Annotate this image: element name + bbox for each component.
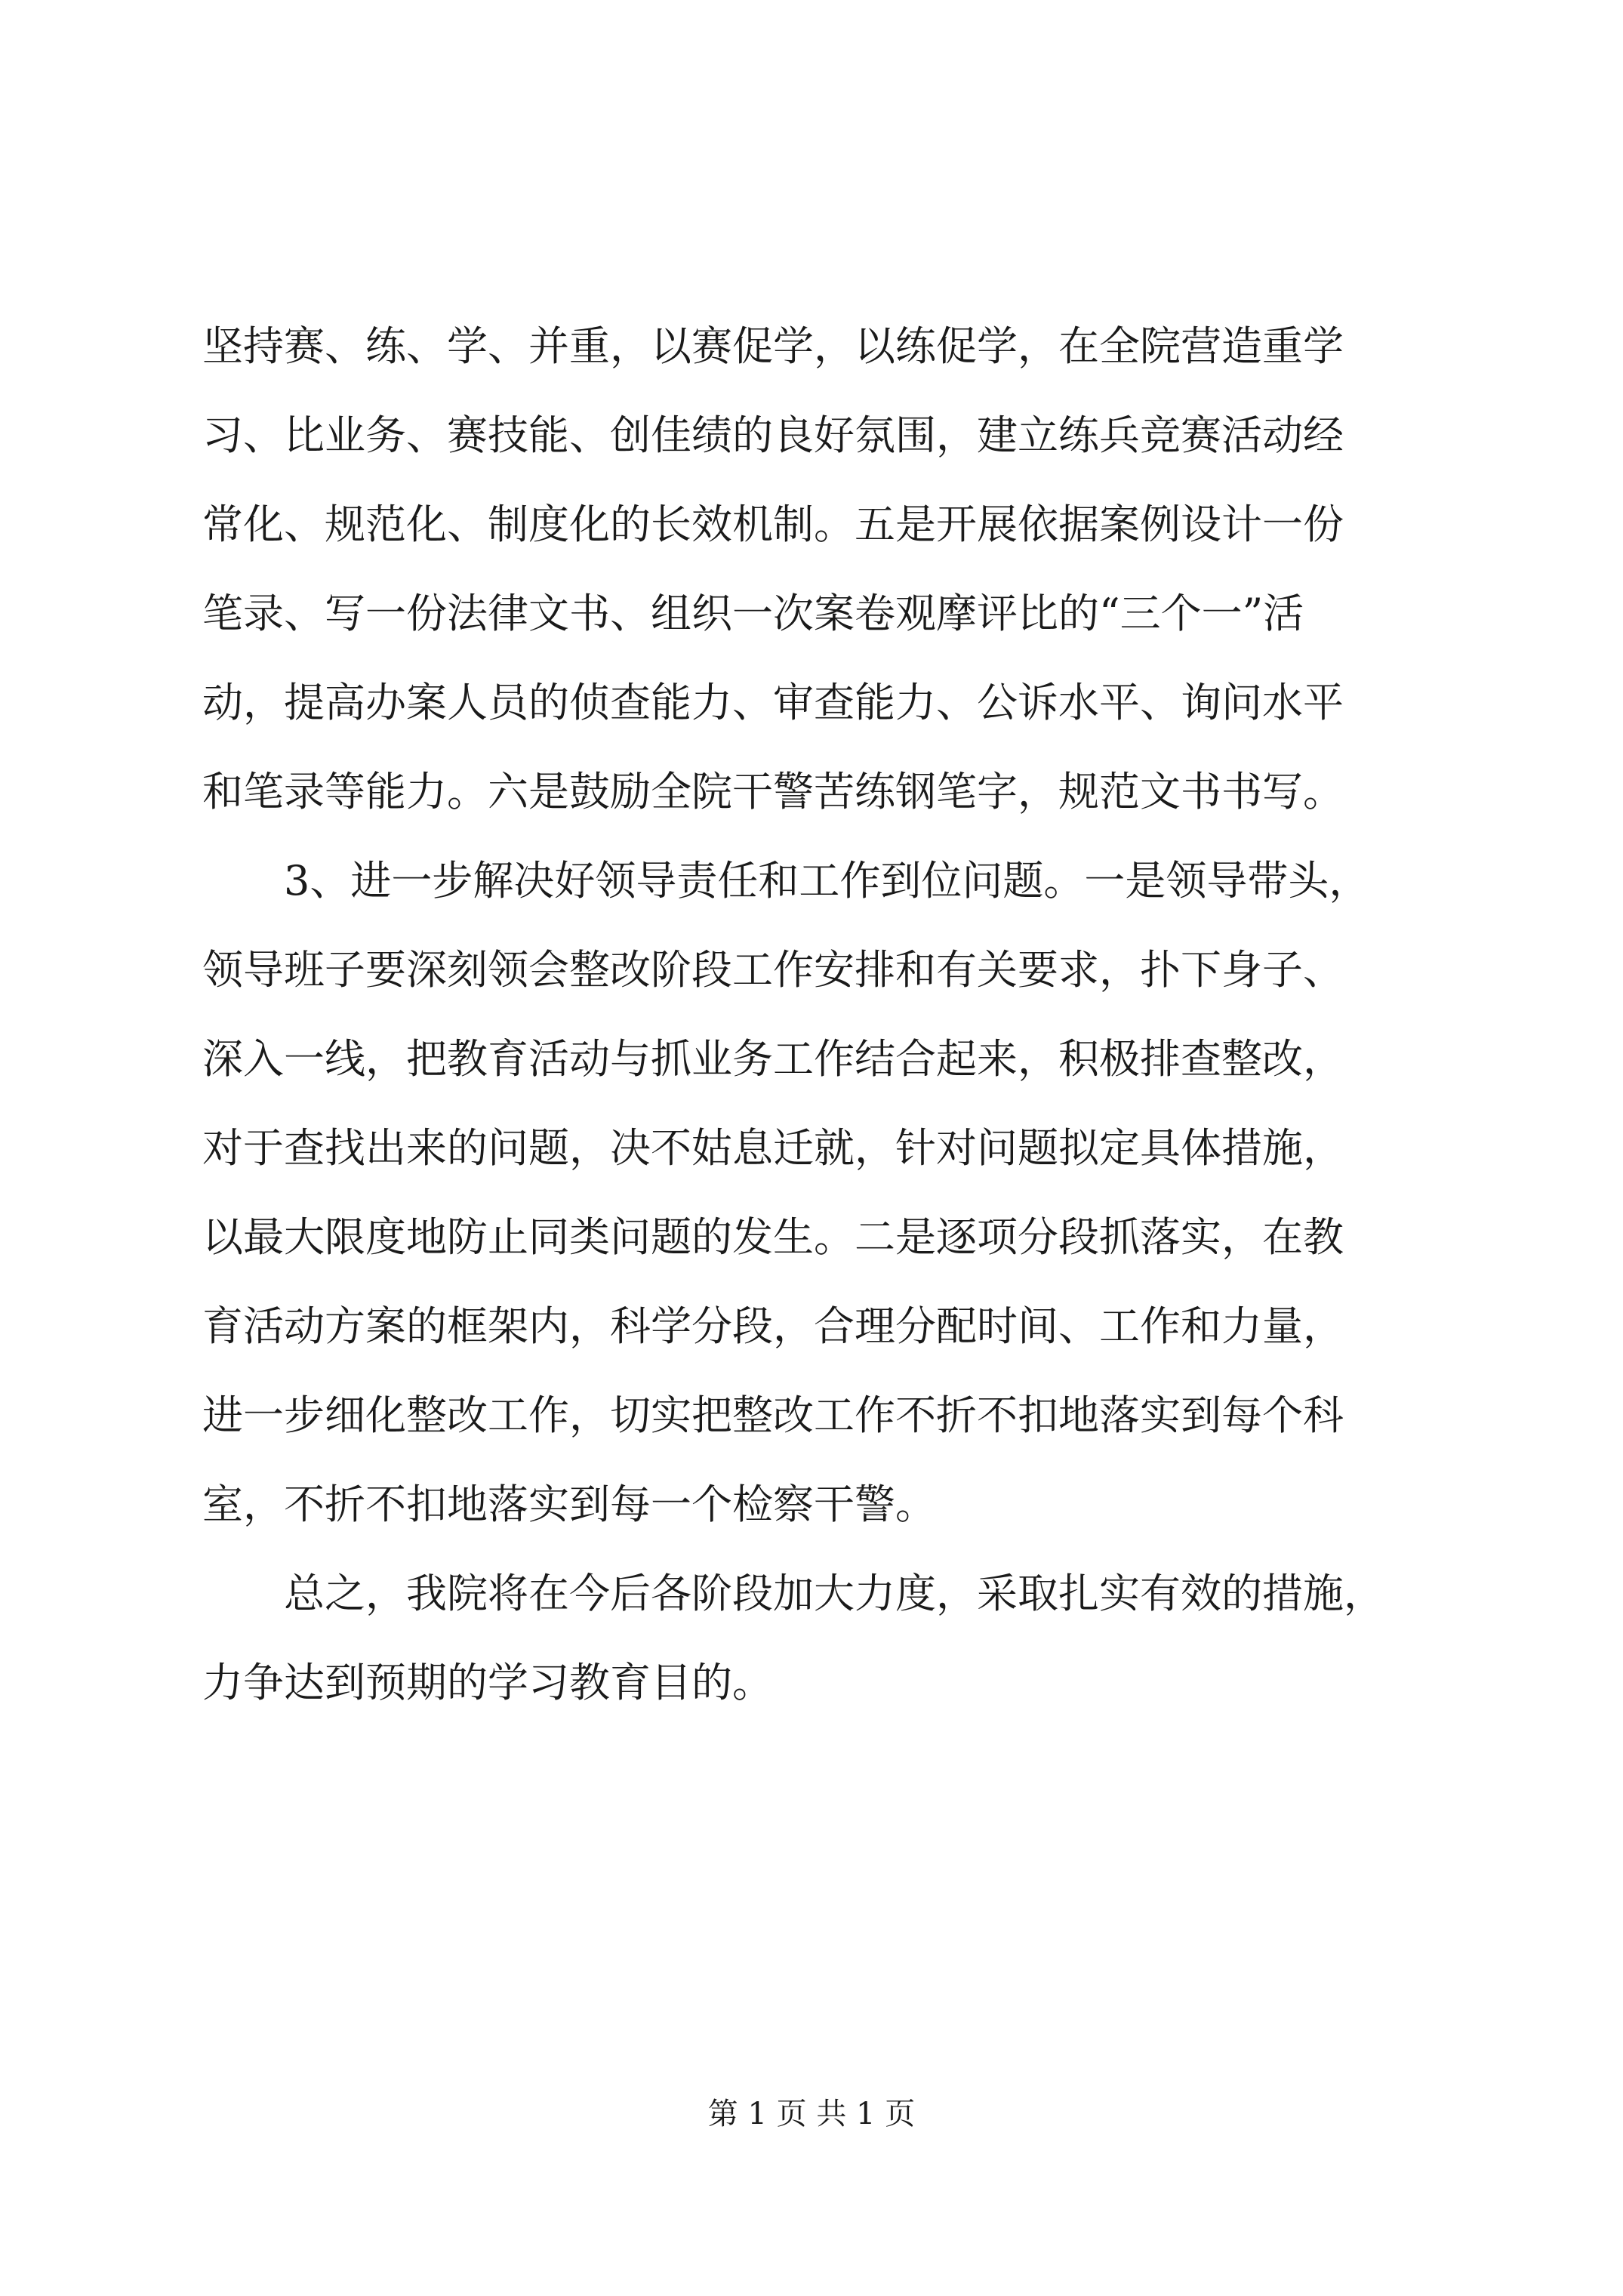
paragraph-line: 室，不折不扣地落实到每一个检察干警。	[202, 1481, 936, 1528]
page-footer: 第 1 页 共 1 页	[707, 2097, 916, 2131]
paragraph-line: 动，提高办案人员的侦查能力、审查能力、公诉水平、询问水平	[202, 679, 1344, 726]
paragraph-line: 坚持赛、练、学、并重，以赛促学，以练促学，在全院营造重学	[202, 322, 1344, 370]
paragraph-line: 总之，我院将在今后各阶段加大力度，采取扎实有效的措施，	[284, 1570, 1384, 1617]
paragraph-line: 领导班子要深刻领会整改阶段工作安排和有关要求，扑下身子、	[202, 946, 1344, 994]
paragraph-line: 3、进一步解决好领导责任和工作到位问题。一是领导带头，	[284, 857, 1370, 905]
paragraph-line: 对于查找出来的问题，决不姑息迁就，针对问题拟定具体措施，	[202, 1124, 1344, 1172]
paragraph-line: 深入一线，把教育活动与抓业务工作结合起来，积极排查整改，	[202, 1035, 1344, 1083]
paragraph-line: 进一步细化整改工作，切实把整改工作不折不扣地落实到每个科	[202, 1391, 1344, 1439]
document-body	[202, 302, 1425, 1727]
paragraph-line: 以最大限度地防止同类问题的发生。二是逐项分段抓落实，在教	[202, 1213, 1344, 1261]
paragraph-line: 育活动方案的框架内，科学分段，合理分配时间、工作和力量，	[202, 1302, 1344, 1350]
paragraph-line: 和笔录等能力。六是鼓励全院干警苦练钢笔字，规范文书书写。	[202, 768, 1344, 815]
paragraph-line: 笔录、写一份法律文书、组织一次案卷观摩评比的“三个一”活	[202, 590, 1304, 637]
paragraph-line: 习、比业务、赛技能、创佳绩的良好氛围，建立练兵竞赛活动经	[202, 411, 1344, 459]
paragraph-line: 力争达到预期的学习教育目的。	[202, 1659, 773, 1706]
paragraph-line: 常化、规范化、制度化的长效机制。五是开展依据案例设计一份	[202, 501, 1344, 548]
